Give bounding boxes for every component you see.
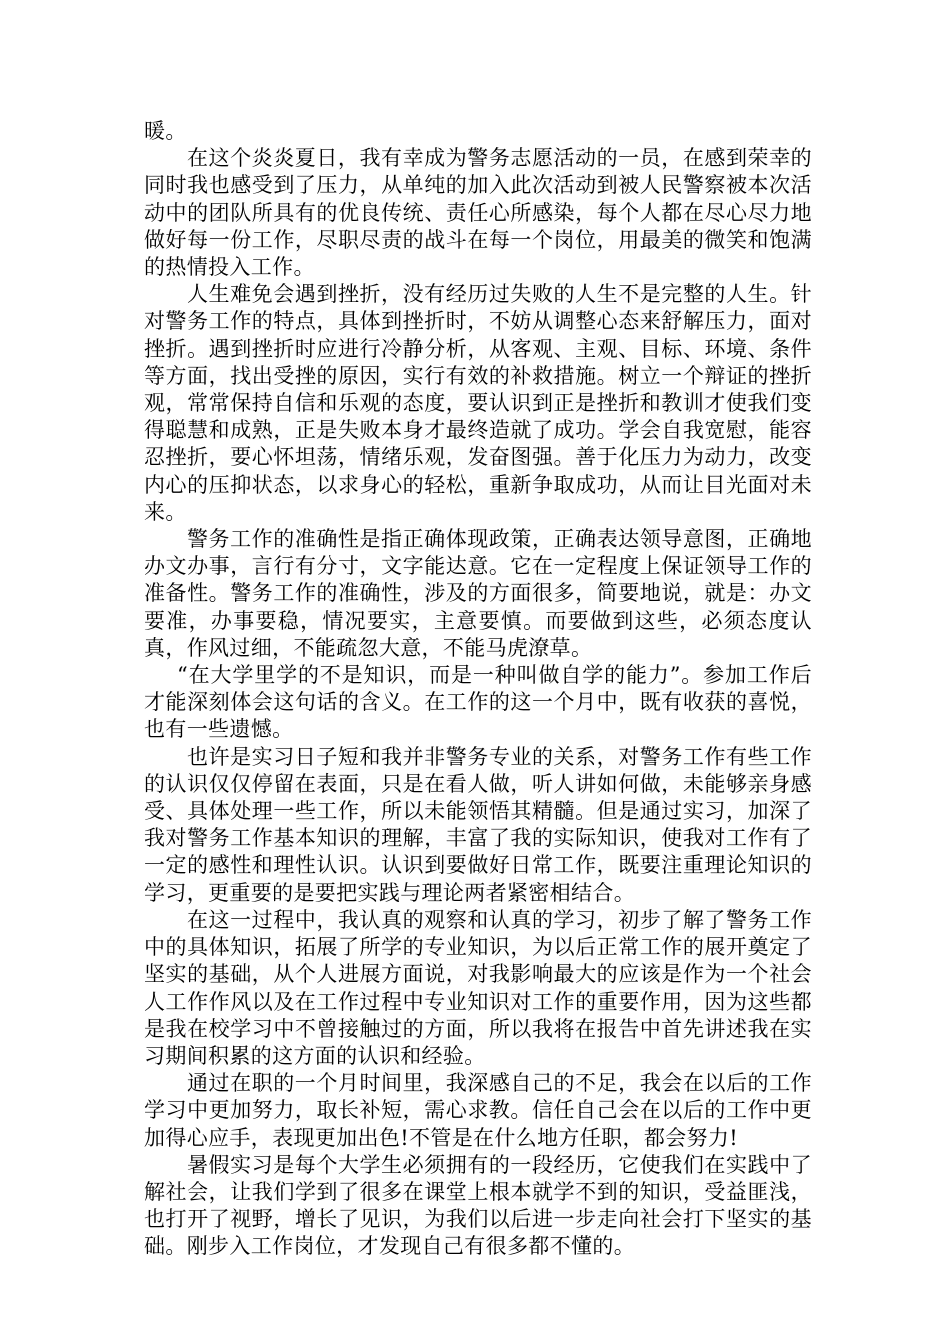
- paragraph-learning-process: 在这一过程中，我认真的观察和认真的学习，初步了解了警务工作中的具体知识，拓展了所学的专业知识，为以后正常工作的展开奠定了坚实的基础，从个人进展方面说，对我影响最大的应该是作为一个社会人工作作风以及在工作过程中专业知识对工作的重要作用，因为这些都是我在校学习中不曾接触过的方面，所以我将在报告中首先讲述我在实习期间积累的这方面的认识和经验。: [144, 907, 812, 1068]
- paragraph-quote: “在大学里学的不是知识，而是一种叫做自学的能力”。参加工作后才能深刻体会这句话的含义。在工作的这一个月中，既有收获的喜悦，也有一些遗憾。: [144, 663, 812, 742]
- paragraph-summer-internship: 暑假实习是每个大学生必须拥有的一段经历，它使我们在实践中了解社会，让我们学到了很多在课堂上根本就学不到的知识，受益匪浅，也打开了视野，增长了见识，为我们以后进一步走向社会打下坚实的基础。刚步入工作岗位，才发现自己有很多都不懂的。: [144, 1152, 812, 1259]
- paragraph-internship-knowledge: 也许是实习日子短和我并非警务专业的关系，对警务工作有些工作的认识仅仅停留在表面，只是在看人做，听人讲如何做，未能够亲身感受、具体处理一些工作，所以未能领悟其精髓。但是通过实习，加深了我对警务工作基本知识的理解，丰富了我的实际知识，使我对工作有了一定的感性和理性认识。认识到要做好日常工作，既要注重理论知识的学习，更重要的是要把实践与理论两者紧密相结合。: [144, 744, 812, 905]
- paragraph-summer-volunteer: 在这个炎炎夏日，我有幸成为警务志愿活动的一员，在感到荣幸的同时我也感受到了压力，从单纯的加入此次活动到被人民警察被本次活动中的团队所具有的优良传统、责任心所感染，每个人都在尽心尽力地做好每一份工作，尽职尽责的战斗在每一个岗位，用最美的微笑和饱满的热情投入工作。: [144, 146, 812, 280]
- paragraph-accuracy: 警务工作的准确性是指正确体现政策，正确表达领导意图，正确地办文办事，言行有分寸，文字能达意。它在一定程度上保证领导工作的准备性。警务工作的准确性，涉及的方面很多，简要地说，就是：办文要准，办事要稳，情况要实，主意要慎。而要做到这些，必须态度认真，作风过细，不能疏忽大意，不能马虎潦草。: [144, 527, 812, 660]
- document-page: [144, 118, 812, 1261]
- paragraph-setbacks: 人生难免会遇到挫折，没有经历过失败的人生不是完整的人生。针对警务工作的特点，具体到挫折时，不妨从调整心态来舒解压力，面对挫折。遇到挫折时应进行冷静分析，从客观、主观、目标、环境、条件等方面，找出受挫的原因，实行有效的补救措施。树立一个辩证的挫折观，常常保持自信和乐观的态度，要认识到正是挫折和教训才使我们变得聪慧和成熟，正是失败本身才最终造就了成功。学会自我宽慰，能容忍挫折，要心怀坦荡，情绪乐观，发奋图强。善于化压力为动力，改变内心的压抑状态，以求身心的轻松，重新争取成功，从而让目光面对未来。: [144, 282, 812, 524]
- paragraph-continuation: 暖。: [144, 119, 187, 143]
- paragraph-self-reflection: 通过在职的一个月时间里，我深感自己的不足，我会在以后的工作学习中更加努力，取长补短，需心求教。信任自己会在以后的工作中更加得心应手，表现更加出色!不管是在什么地方任职，都会努力!: [144, 1071, 812, 1150]
